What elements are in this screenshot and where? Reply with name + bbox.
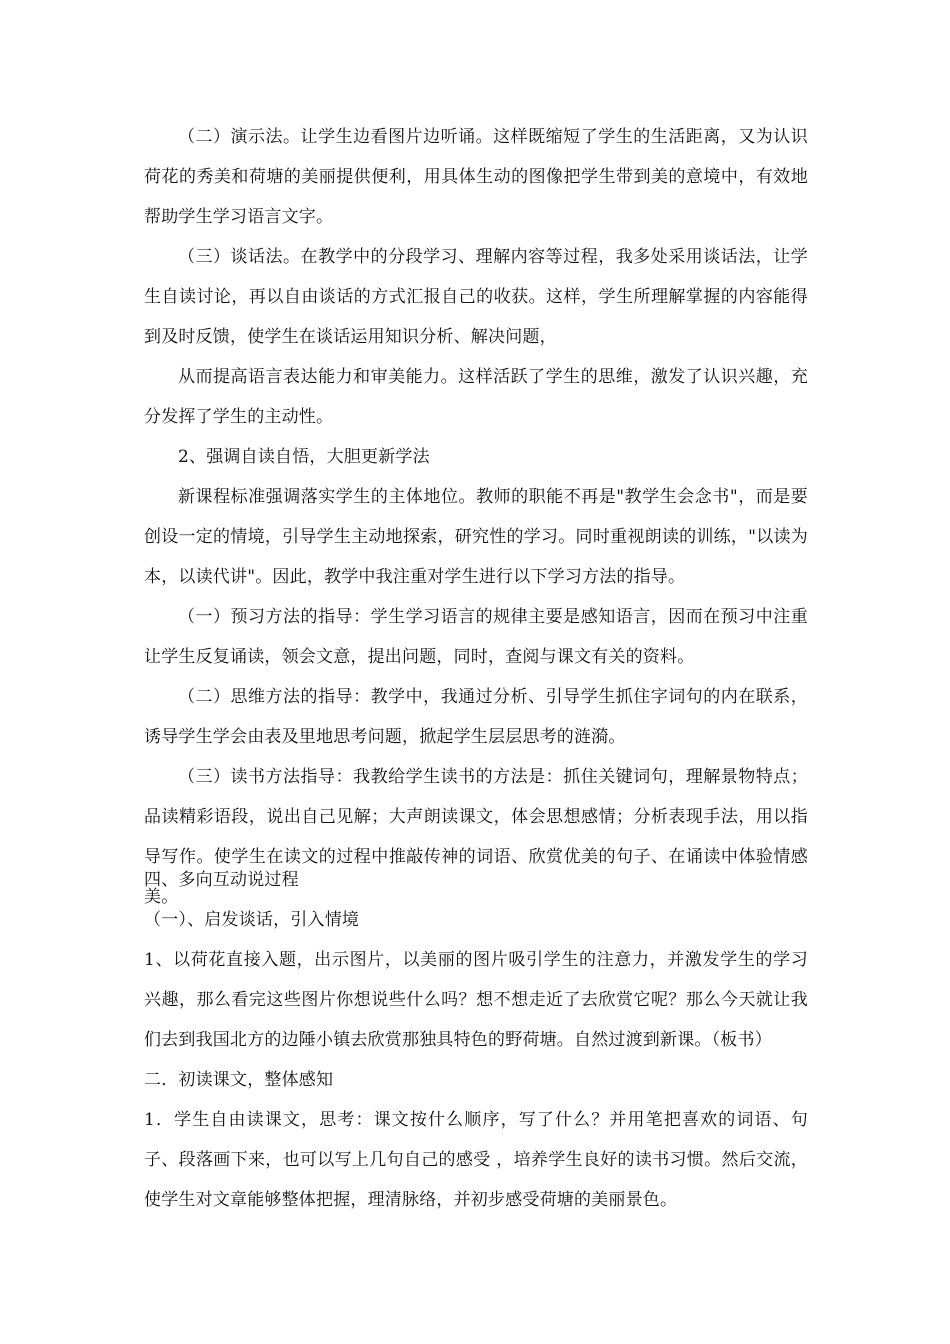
heading-inspiring-talk: （一）、启发谈话，引入情境 xyxy=(144,910,360,930)
paragraph-reading-method: （三）读书方法指导：我教给学生读书的方法是：抓住关键词句，理解景物特点；品读精彩语段，说出自己见解；大声朗读课文，体会思想感情；分析表现手法，用以指导写作。使学生在读文的过程中推敲传神的词语、欣赏优美的句子、在诵读中体验情感美。 xyxy=(144,767,808,907)
paragraph-preview-method: （一）预习方法的指导：学生学习语言的规律主要是感知语言，因而在预习中注重让学生反复诵读，领会文意，提出问题，同时，查阅与课文有关的资料。 xyxy=(144,607,808,667)
paragraph-conversation-method: （三）谈话法。在教学中的分段学习、理解内容等过程，我多处采用谈话法，让学生自读讨论，再以自由谈话的方式汇报自己的收获。这样，学生所理解掌握的内容能得到及时反馈，使学生在谈话运用知识分析、解决问题， xyxy=(144,247,808,347)
paragraph-thinking-method: （二）思维方法的指导：教学中，我通过分析、引导学生抓住字词句的内在联系，诱导学生学会由表及里地思考问题，掀起学生层层思考的涟漪。 xyxy=(144,687,808,747)
paragraph-lotus-intro: 1、以荷花直接入题，出示图片，以美丽的图片吸引学生的注意力，并激发学生的学习兴趣，那么看完这些图片你想说些什么吗？想不想走近了去欣赏它呢？那么今天就让我们去到我国北方的边陲小镇去欣赏那独具特色的野荷塘。自然过渡到新课。（板书） xyxy=(144,950,808,1050)
paragraph-free-reading: 1．学生自由读课文，思考：课文按什么顺序，写了什么？并用笔把喜欢的词语、句子、段落画下来，也可以写上几句自己的感受 ，培养学生良好的读书习惯。然后交流，使学生对文章能够整体把握，理清脉络，并初步感受荷塘的美丽景色。 xyxy=(144,1110,808,1210)
heading-self-reading: 2、强调自读自悟，大胆更新学法 xyxy=(178,447,430,467)
paragraph-new-curriculum: 新课程标准强调落实学生的主体地位。教师的职能不再是"教学生会念书"，而是要创设一定的情境，引导学生主动地探索，研究性的学习。同时重视朗读的训练，"以读为本，以读代讲"。因此，教学中我注重对学生进行以下学习方法的指导。 xyxy=(144,487,808,587)
paragraph-demonstration-method: （二）演示法。让学生边看图片边听诵。这样既缩短了学生的生活距离，又为认识荷花的秀美和荷塘的美丽提供便利，用具体生动的图像把学生带到美的意境中，有效地帮助学生学习语言文字。 xyxy=(144,127,808,227)
paragraph-ability-improvement: 从而提高语言表达能力和审美能力。这样活跃了学生的思维，激发了认识兴趣，充分发挥了学生的主动性。 xyxy=(144,367,808,427)
heading-first-reading: 二．初读课文，整体感知 xyxy=(144,1070,334,1090)
heading-process: 四、多向互动说过程 xyxy=(144,870,299,890)
